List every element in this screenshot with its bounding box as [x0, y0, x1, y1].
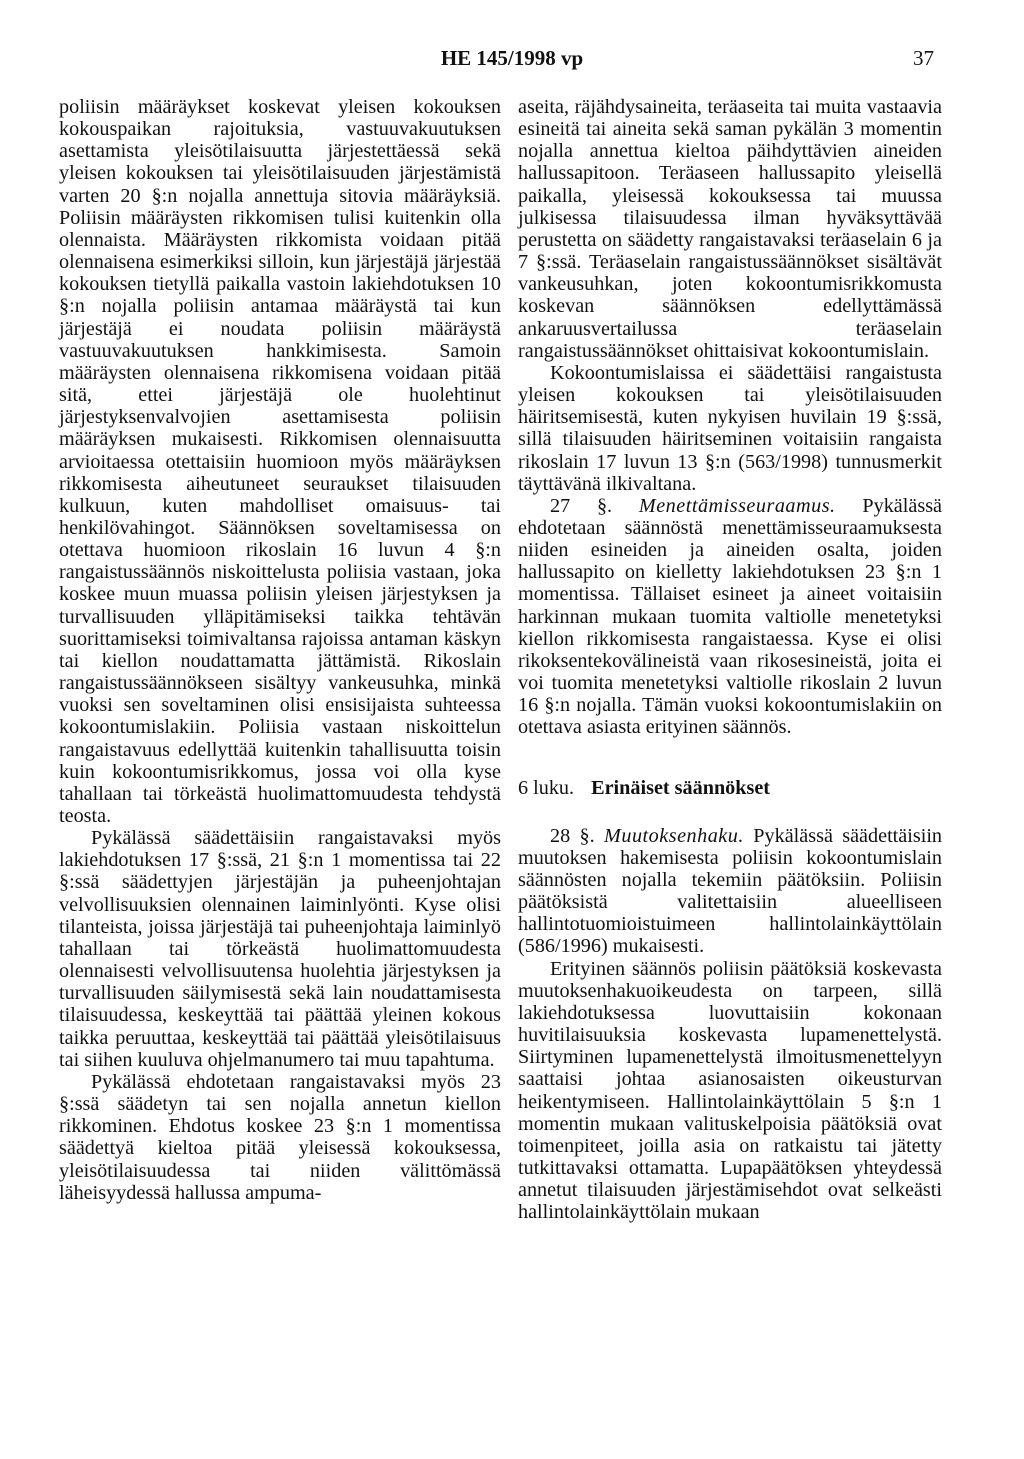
- paragraph: poliisin määräykset koskevat yleisen kokouksen kokouspaikan rajoituksia, vastuuvakuutuksen asettamista yleisötilaisuutta järjestettäessä sekä yleisen kokouksen tai yleisötilaisuuden järjestämistä varten 20 §:n nojalla annettuja sitovia määräyksiä. Poliisin määräysten rikkomisen tulisi kuitenkin olla olennaista. Määräysten rikkomista voidaan pitää olennaisena esimerkiksi silloin, kun järjestäjä järjestää kokouksen tietyllä paikalla vastoin lakiehdotuksen 10 §:n nojalla poliisin antamaa määräystä tai kun järjestäjä ei noudata poliisin määräystä vastuuvakuutuksen hankkimisesta. Samoin määräysten olennaisena rikkomisena voidaan pitää sitä, ettei järjestäjä ole huolehtinut järjestyksenvalvojien asettamisesta poliisin määräyksen mukaisesti. Rikkomisen olennaisuutta arvioitaessa otettaisiin huomioon myös määräyksen rikkomisesta aiheutuneet seuraukset tilaisuuden kulkuun, kuten mahdolliset omaisuus- tai henkilövahingot. Säännöksen soveltamisessa on otettava huomioon rikoslain 16 luvun 4 §:n rangaistussäännös niskoittelusta poliisia vastaan, joka koskee muun muassa poliisin yleisen järjestyksen ja turvallisuuden ylläpitämiseksi taikka tehtävän suorittamiseksi toimivaltansa rajoissa antaman käskyn tai kiellon noudattamatta jättämistä. Rikoslain rangaistussäännökseen sisältyy vankeusuhka, minkä vuoksi sen soveltaminen olisi ensisijaista suhteessa kokoontumislakiin. Poliisia vastaan niskoittelun rangaistavuus edellyttää kuitenkin tahallisuutta toisin kuin kokoontumisrikkomus, jossa voi olla kyse tahallaan tai törkeästä huolimattomuudesta tehdystä teosta.: [59, 96, 501, 827]
- chapter-heading: [518, 777, 942, 799]
- page-number: 37: [913, 46, 934, 70]
- section-28-paragraph: [518, 825, 942, 958]
- section-27-paragraph: [518, 495, 942, 739]
- section-title: Muutoksenhaku.: [604, 824, 744, 847]
- paragraph: Pykälässä ehdotetaan rangaistavaksi myös 23 §:ssä säädetyn tai sen nojalla annetun kiellon rikkominen. Ehdotus koskee 23 §:n 1 momentissa säädettyä kieltoa pitää yleisessä kokouksessa, yleisötilaisuudessa tai niiden välittömässä läheisyydessä hallussa ampuma-: [59, 1070, 501, 1204]
- section-number: 27 §.: [550, 494, 613, 517]
- page-header: [0, 46, 1024, 76]
- section-number: 28 §.: [550, 824, 595, 847]
- document-title: HE 145/1998 vp: [440, 46, 584, 70]
- paragraph: aseita, räjähdysaineita, teräaseita tai muita vastaavia esineitä tai aineita sekä saman pykälän 3 momentin nojalla annettua kieltoa päihdyttävien aineiden hallussapitoon. Teräaseen hallussapito yleisellä paikalla, yleisessä kokouksessa tai muussa julkisessa tilaisuudessa ilman hyväksyttävää perustetta on säädetty rangaistavaksi teräaselain 6 ja 7 §:ssä. Teräaselain rangaistussäännökset sisältävät vankeusuhkan, joten kokoontumisrikkomusta koskevan säännöksen edellyttämässä ankaruusvertailussa teräaselain rangaistussäännökset ohittaisivat kokoontumislain.: [518, 96, 942, 362]
- section-title: Menettämisseuraamus.: [638, 494, 836, 517]
- paragraph: Kokoontumislaissa ei säädettäisi rangaistusta yleisen kokouksen tai yleisötilaisuuden häiritsemisestä, kuten nykyisen huvilain 19 §:ssä, sillä tilaisuuden häiritseminen voitaisiin rangaista rikoslain 17 luvun 13 §:n (563/1998) tunnusmerkit täyttävänä ilkivaltana.: [518, 361, 942, 495]
- paragraph: Erityinen säännös poliisin päätöksiä koskevasta muutoksenhakuoikeudesta on tarpeen, sillä lakiehdotuksessa luovuttaisiin kokonaan huvitilaisuuksia koskevasta lupamenettelystä. Siirtyminen lupamenettelystä ilmoitusmenettelyyn saattaisi johtaa asianosaisten oikeusturvan heikentymiseen. Hallintolainkäyttölain 5 §:n 1 momentin mukaan valituskelpoisia päätöksiä ovat toimenpiteet, joilla asia on ratkaistu tai jätetty tutkittavaksi ottamatta. Lupapäätöksen yhteydessä annetut tilaisuuden järjestämisehdot ovat selkeästi hallintolainkäyttölain mukaan: [518, 957, 942, 1224]
- chapter-title: Erinäiset säännökset: [591, 776, 771, 799]
- section-text: Pykälässä säädettäisiin muutoksen hakemisesta poliisin kokoontumislain säännösten nojalla tekemiin päätöksiin. Poliisin päätöksistä valitettaisiin alueelliseen hallintotuomioistuimeen hallintolainkäyttölain (586/1996) mukaisesti.: [518, 824, 943, 958]
- chapter-number: 6 luku.: [518, 776, 575, 799]
- paragraph: Pykälässä säädettäisiin rangaistavaksi myös lakiehdotuksen 17 §:ssä, 21 §:n 1 momentissa tai 22 §:ssä säädettyjen järjestäjän ja puheenjohtajan velvollisuuksien olennainen laiminlyönti. Kyse olisi tilanteista, joissa järjestäjä tai puheenjohtaja laiminlyö tahallaan tai törkeästä huolimattomuudesta olennaisesti velvollisuutensa huolehtia järjestyksen ja turvallisuuden säilymisestä sekä lain noudattamisesta tilaisuudessa, keskeyttää tai päättää yleinen kokous taikka peruuttaa, keskeyttää tai päättää yleisötilaisuus tai siihen kuuluva ohjelmanumero tai muu tapahtuma.: [59, 827, 501, 1071]
- left-column: [59, 96, 501, 1204]
- section-text: Pykälässä ehdotetaan säännöstä menettämisseuraamuksesta niiden esineiden ja aineiden osalta, joiden hallussapito on kielletty lakiehdotuksen 23 §:n 1 momentissa. Tällaiset esineet ja aineet voitaisiin harkinnan mukaan tuomita valtiolle menetetyksi kiellon rikkomisesta rangaistaessa. Kyse ei olisi rikoksentekovälineistä vaan rikosesineistä, joita ei voi tuomita menetetyksi valtiolle rikoslain 2 luvun 16 §:n nojalla. Tämän vuoksi kokoontumislakiin on otettava asiasta erityinen säännös.: [518, 494, 943, 739]
- right-column: [518, 96, 942, 1224]
